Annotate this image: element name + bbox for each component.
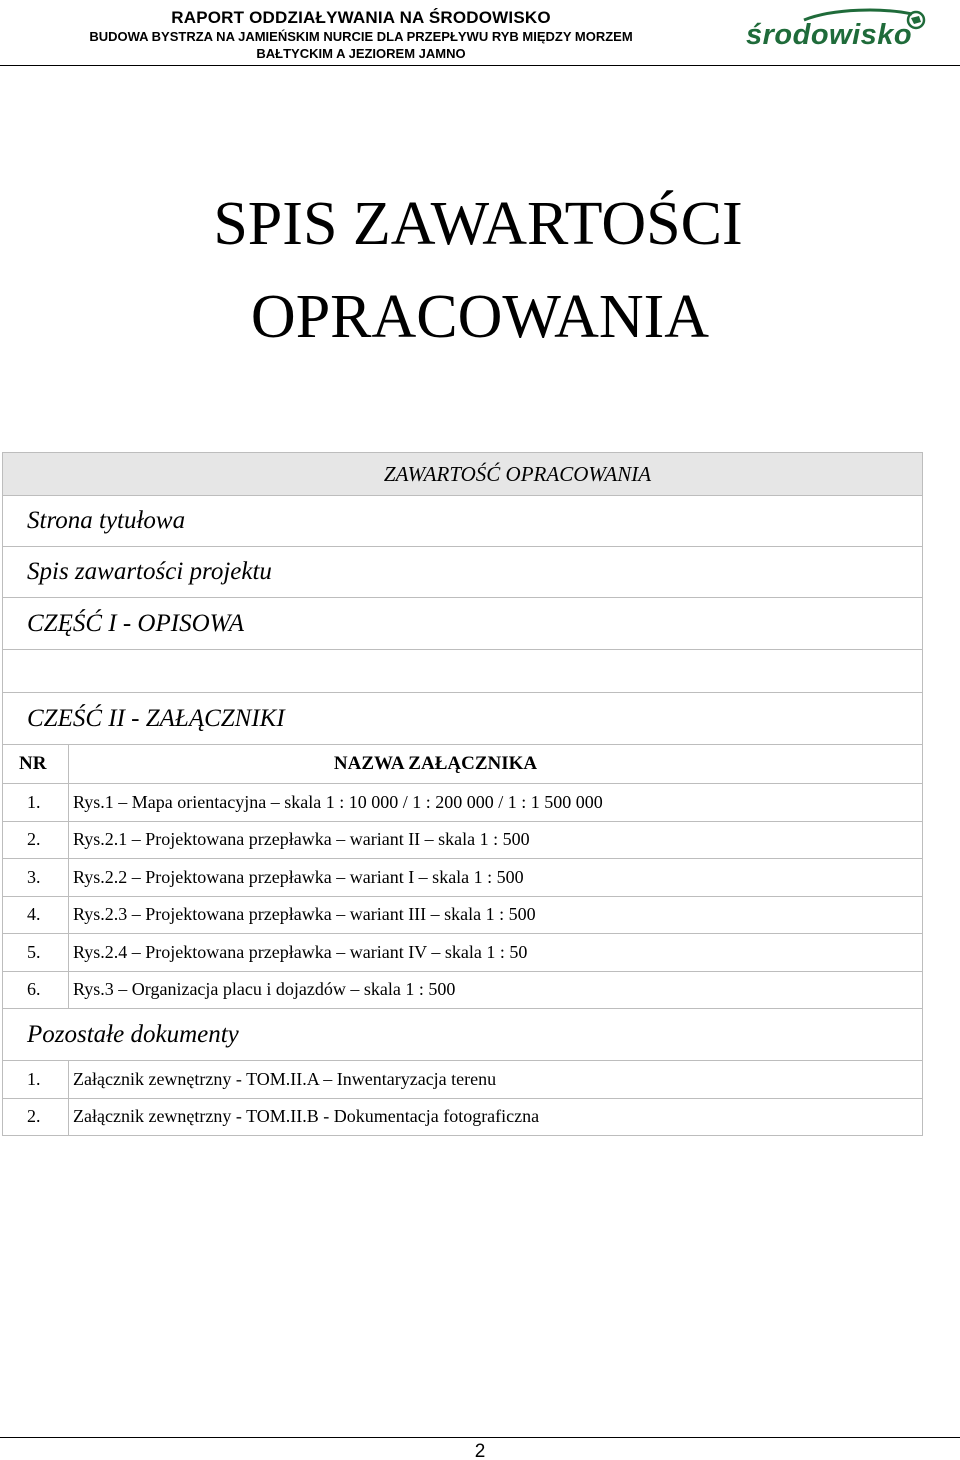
attachment-number: 3.: [3, 859, 69, 897]
srodowisko-logo: [744, 6, 932, 50]
empty-cell: [3, 650, 923, 693]
column-header-nr: NR: [3, 745, 69, 784]
other-doc-number: 2.: [3, 1098, 69, 1136]
attachment-row: [3, 934, 923, 972]
attachment-row: [3, 896, 923, 934]
title-page-entry: Strona tytułowa: [3, 496, 923, 547]
table-row: [3, 547, 923, 598]
table-row: [3, 598, 923, 650]
other-doc-row: [3, 1098, 923, 1136]
other-doc-number: 1.: [3, 1061, 69, 1099]
main-title-line1: SPIS ZAWARTOŚCI: [213, 190, 743, 258]
table-row: [3, 693, 923, 745]
contents-entry: Spis zawartości projektu: [3, 547, 923, 598]
attachment-row: [3, 859, 923, 897]
attachment-number: 1.: [3, 784, 69, 822]
report-subtitle-line2: BAŁTYCKIM A JEZIOREM JAMNO: [256, 46, 466, 61]
attachment-number: 5.: [3, 934, 69, 972]
logo-graphic: [744, 6, 932, 50]
table-heading-row: [3, 453, 923, 496]
other-doc-name: Załącznik zewnętrzny - TOM.II.B - Dokumentacja fotograficzna: [69, 1098, 923, 1136]
attachment-name: Rys.1 – Mapa orientacyjna – skala 1 : 10 000 / 1 : 200 000 / 1 : 1 500 000: [69, 784, 923, 822]
attachment-number: 6.: [3, 971, 69, 1009]
page-header: [0, 0, 960, 66]
report-title: RAPORT ODDZIAŁYWANIA NA ŚRODOWISKO: [171, 8, 551, 27]
attachment-name: Rys.2.4 – Projektowana przepławka – wariant IV – skala 1 : 50: [69, 934, 923, 972]
report-subtitle-line1: BUDOWA BYSTRZA NA JAMIEŃSKIM NURCIE DLA PRZEPŁYWU RYB MIĘDZY MORZEM: [89, 29, 633, 44]
other-doc-row: [3, 1061, 923, 1099]
contents-table: [2, 452, 923, 1136]
other-doc-name: Załącznik zewnętrzny - TOM.II.A – Inwentaryzacja terenu: [69, 1061, 923, 1099]
part2-entry: CZEŚĆ II - ZAŁĄCZNIKI: [3, 693, 923, 745]
header-text-block: [48, 8, 674, 62]
attachment-row: [3, 821, 923, 859]
column-header-row: [3, 745, 923, 784]
table-row: [3, 496, 923, 547]
svg-text:środowisko: środowisko: [746, 19, 913, 50]
page-number: 2: [474, 1441, 486, 1460]
table-row-empty: [3, 650, 923, 693]
attachment-name: Rys.2.3 – Projektowana przepławka – wariant III – skala 1 : 500: [69, 896, 923, 934]
attachment-name: Rys.3 – Organizacja placu i dojazdów – skala 1 : 500: [69, 971, 923, 1009]
other-docs-heading: Pozostałe dokumenty: [3, 1009, 923, 1061]
attachment-row: [3, 971, 923, 1009]
attachment-name: Rys.2.1 – Projektowana przepławka – wariant II – skala 1 : 500: [69, 821, 923, 859]
attachment-number: 2.: [3, 821, 69, 859]
part1-entry: CZĘŚĆ I - OPISOWA: [3, 598, 923, 650]
column-header-name: NAZWA ZAŁĄCZNIKA: [69, 745, 923, 784]
footer-divider: [0, 1437, 960, 1438]
attachment-number: 4.: [3, 896, 69, 934]
main-title-line2: OPRACOWANIA: [250, 283, 710, 351]
attachment-row: [3, 784, 923, 822]
table-heading: ZAWARTOŚĆ OPRACOWANIA: [3, 453, 923, 496]
attachment-name: Rys.2.2 – Projektowana przepławka – wariant I – skala 1 : 500: [69, 859, 923, 897]
table-row: [3, 1009, 923, 1061]
